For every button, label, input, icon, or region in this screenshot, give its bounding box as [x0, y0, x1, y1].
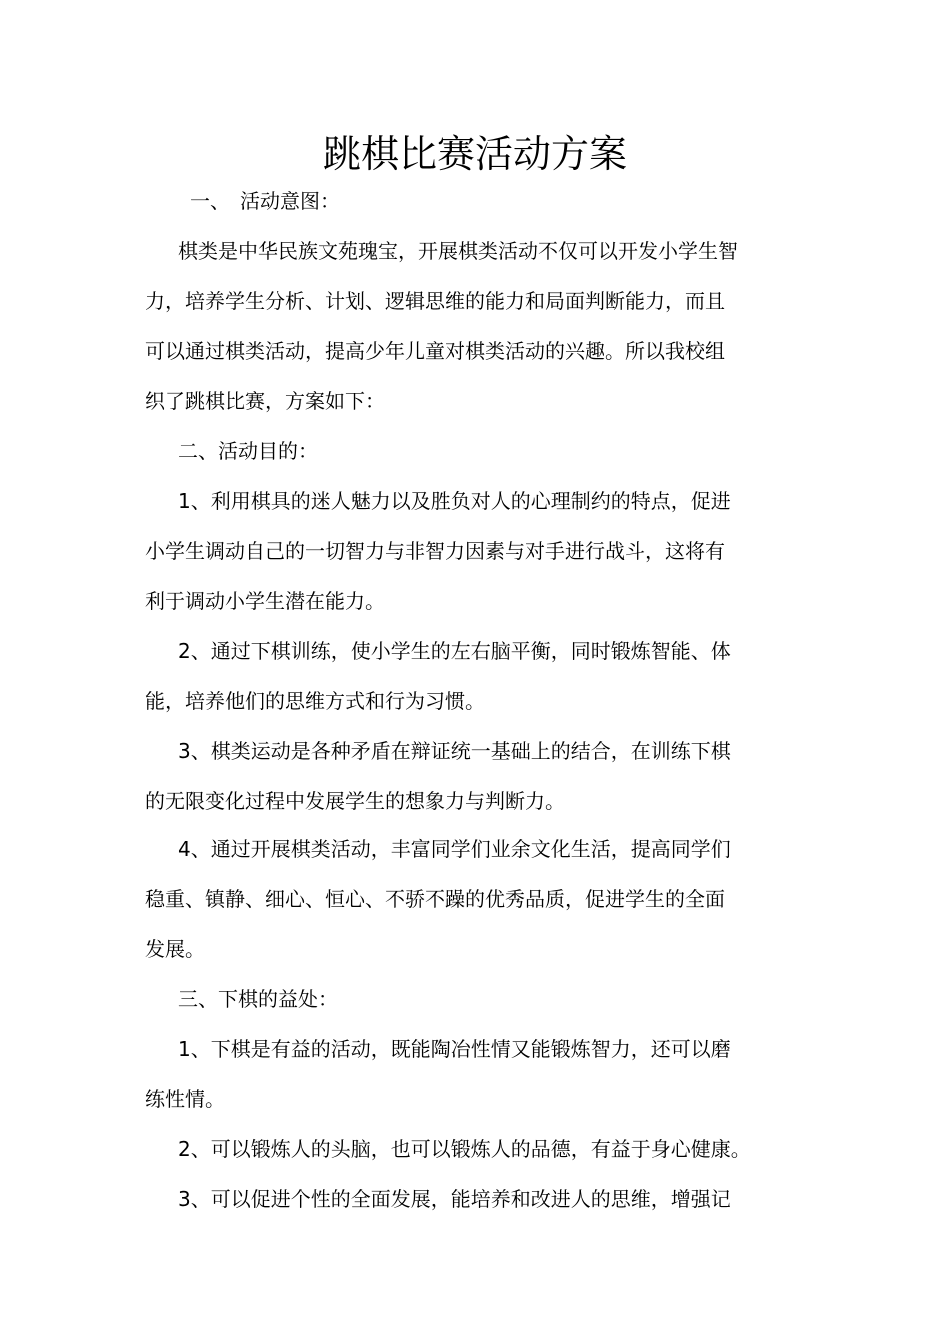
paragraph-line: 1、下棋是有益的活动，既能陶冶性情又能锻炼智力，还可以磨 [178, 1037, 731, 1061]
paragraph-line: 棋类是中华民族文苑瑰宝，开展棋类活动不仅可以开发小学生智 [178, 239, 738, 263]
paragraph-line: 利于调动小学生潜在能力。 [145, 589, 385, 613]
paragraph-line: 4、通过开展棋类活动，丰富同学们业余文化生活，提高同学们 [178, 837, 731, 861]
document-title: 跳棋比赛活动方案 [322, 132, 627, 176]
paragraph-line: 2、通过下棋训练，使小学生的左右脑平衡，同时锻炼智能、体 [178, 639, 731, 663]
paragraph-line: 练性情。 [145, 1087, 225, 1111]
paragraph-line: 的无限变化过程中发展学生的想象力与判断力。 [145, 789, 565, 813]
paragraph-line: 3、棋类运动是各种矛盾在辩证统一基础上的结合，在训练下棋 [178, 739, 731, 763]
section-heading-benefits: 三、下棋的益处： [178, 987, 338, 1011]
paragraph-line: 1、利用棋具的迷人魅力以及胜负对人的心理制约的特点，促进 [178, 489, 731, 513]
paragraph-line: 2、可以锻炼人的头脑，也可以锻炼人的品德，有益于身心健康。 [178, 1137, 751, 1161]
paragraph-line: 发展。 [145, 937, 205, 961]
section-heading-purpose: 二、活动目的： [178, 439, 318, 463]
paragraph-line: 可以通过棋类活动，提高少年儿童对棋类活动的兴趣。所以我校组 [145, 339, 725, 363]
paragraph-line: 稳重、镇静、细心、恒心、不骄不躁的优秀品质，促进学生的全面 [145, 887, 725, 911]
paragraph-line: 小学生调动自己的一切智力与非智力因素与对手进行战斗，这将有 [145, 539, 725, 563]
paragraph-line: 织了跳棋比赛，方案如下： [145, 389, 385, 413]
paragraph-line: 能，培养他们的思维方式和行为习惯。 [145, 689, 485, 713]
paragraph-line: 3、可以促进个性的全面发展，能培养和改进人的思维，增强记 [178, 1187, 731, 1211]
section-heading-intent: 一、 活动意图： [190, 189, 340, 213]
paragraph-line: 力，培养学生分析、计划、逻辑思维的能力和局面判断能力，而且 [145, 289, 725, 313]
